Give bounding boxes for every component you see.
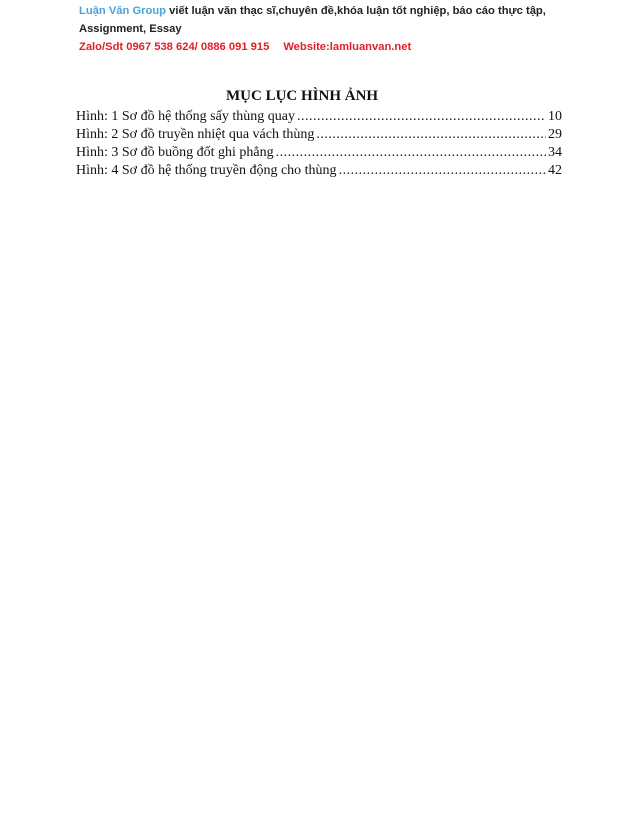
header-tagline-continued: Assignment, Essay: [79, 23, 182, 35]
toc-entry[interactable]: [76, 144, 562, 162]
toc-entry-label: Hình: 4 Sơ đồ hệ thống truyền động cho thùng: [76, 163, 337, 178]
toc-entry-page: 10: [548, 109, 562, 124]
toc-entry[interactable]: [76, 126, 562, 144]
toc-entry[interactable]: [76, 162, 562, 180]
figure-index-title: MỤC LỤC HÌNH ẢNH: [226, 88, 379, 104]
toc-leader-dots: [297, 108, 546, 126]
toc-entry-label: Hình: 2 Sơ đồ truyền nhiệt qua vách thùng: [76, 127, 315, 142]
figure-index: [76, 86, 562, 180]
toc-entry[interactable]: [76, 108, 562, 126]
contact-phone: Zalo/Sdt 0967 538 624/ 0886 091 915: [79, 41, 270, 53]
header-contact-line: [79, 38, 579, 56]
toc-entry-label: Hình: 3 Sơ đồ buồng đốt ghi phẳng: [76, 145, 274, 160]
toc-entry-page: 29: [548, 127, 562, 142]
header-tagline: viết luận văn thạc sĩ,chuyên đề,khóa luận tốt nghiệp, báo cáo thực tập,: [166, 5, 546, 17]
page-header: [79, 2, 579, 56]
toc-entry-label: Hình: 1 Sơ đồ hệ thống sấy thùng quay: [76, 109, 295, 124]
toc-leader-dots: [276, 144, 546, 162]
header-line-2: [79, 20, 579, 38]
header-line-1: [79, 2, 579, 20]
toc-leader-dots: [339, 162, 546, 180]
toc-leader-dots: [316, 126, 546, 144]
toc-entry-page: 42: [548, 163, 562, 178]
toc-entry-page: 34: [548, 145, 562, 160]
brand-name: Luận Văn Group: [79, 5, 167, 17]
website-link[interactable]: Website:lamluanvan.net: [283, 41, 412, 53]
